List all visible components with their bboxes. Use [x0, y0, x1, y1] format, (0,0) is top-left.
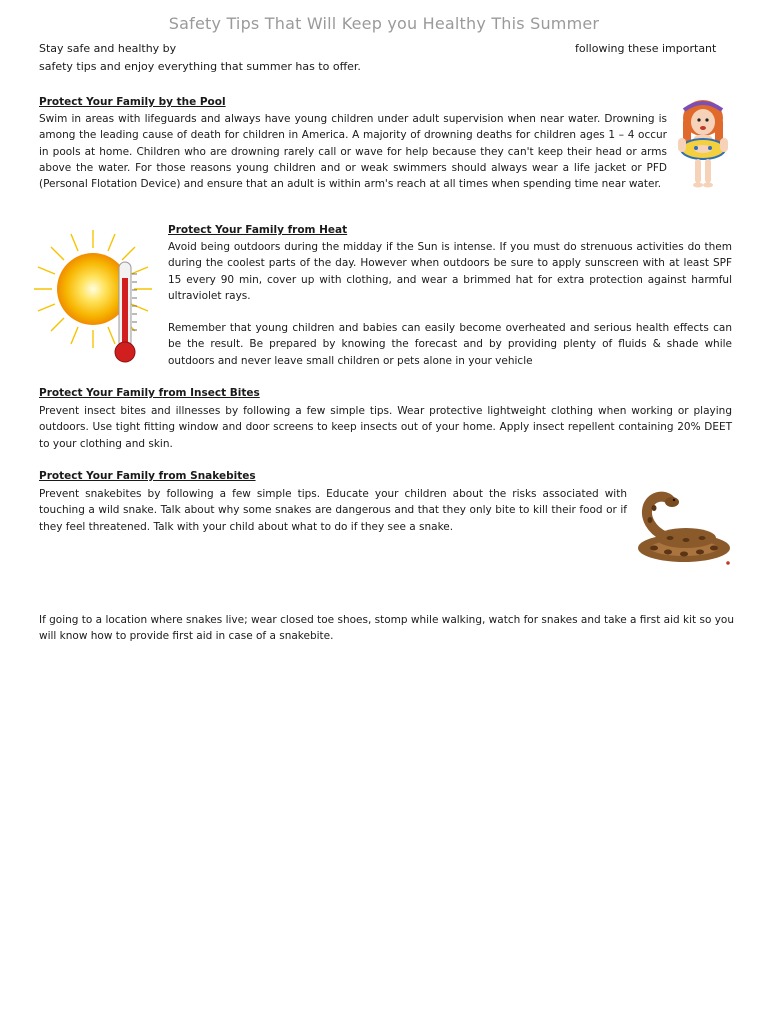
intro-text-start: Stay safe and healthy by [39, 42, 177, 55]
sun-thermometer-illustration [31, 224, 156, 369]
section-heading-snake: Protect Your Family from Snakebites [39, 470, 256, 482]
section-body-insect: Prevent insect bites and illnesses by following a few simple tips. Wear protective lightweight clothing when working or playing outdoors. Use tight fitting window and door screens to keep insects out of your home. Apply insect repellent containing 20% DEET to your clothing and skin. [39, 405, 732, 450]
intro-text-line2: safety tips and enjoy everything that summer has to offer. [39, 60, 361, 73]
intro-text-end: following these important [575, 42, 717, 55]
section-heading-insect: Protect Your Family from Insect Bites [39, 387, 260, 399]
section-body-snake: Prevent snakebites by following a few simple tips. Educate your children about the risks associated with touching a wild snake. Talk about why some snakes are dangerous and that they only bite to kill their food or if they feel threatened. Talk with your child about what to do if they see a snake. [39, 488, 627, 533]
section-body-pool: Swim in areas with lifeguards and always have young children under adult supervision when near water. Drowning is among the leading cause of death for children in America. A majority of drowning deaths for children ages 1 – 4 occur in pools at home. Children who are drowning rarely call or wave for help because they can't keep their head or arms above the water. For those reasons young children and or weak swimmers should always wear a life jacket or PFD (Personal Flotation Device) and ensure that an adult is within arm's reach at all times when spending time near water. [39, 113, 667, 191]
section-heading-heat: Protect Your Family from Heat [168, 224, 348, 236]
section-body-heat-2: Remember that young children and babies can easily become overheated and serious health effects can be the result. Be prepared by knowing the forecast and by providing plenty of fluids & shade while outdoors and never leave small children or pets alone in your vehicle [168, 322, 732, 367]
section-body-heat: Avoid being outdoors during the midday if the Sun is intense. If you must do strenuous activities do them during the coolest parts of the day. However when outdoors be sure to apply sunscreen with at least SPF 15 every 90 min, cover up with clothing, and wear a brimmed hat for extra protection against harmful ultraviolet rays. [168, 241, 732, 302]
document-title: Safety Tips That Will Keep you Healthy This Summer [168, 14, 600, 33]
coiled-snake-illustration [634, 490, 734, 568]
section-body-snake-2: If going to a location where snakes live; wear closed toe shoes, stomp while walking, watch for snakes and take a first aid kit so you will know how to provide first aid in case of a snakebite. [39, 614, 734, 643]
girl-with-float-illustration [674, 98, 732, 190]
section-heading-pool: Protect Your Family by the Pool [39, 96, 226, 108]
